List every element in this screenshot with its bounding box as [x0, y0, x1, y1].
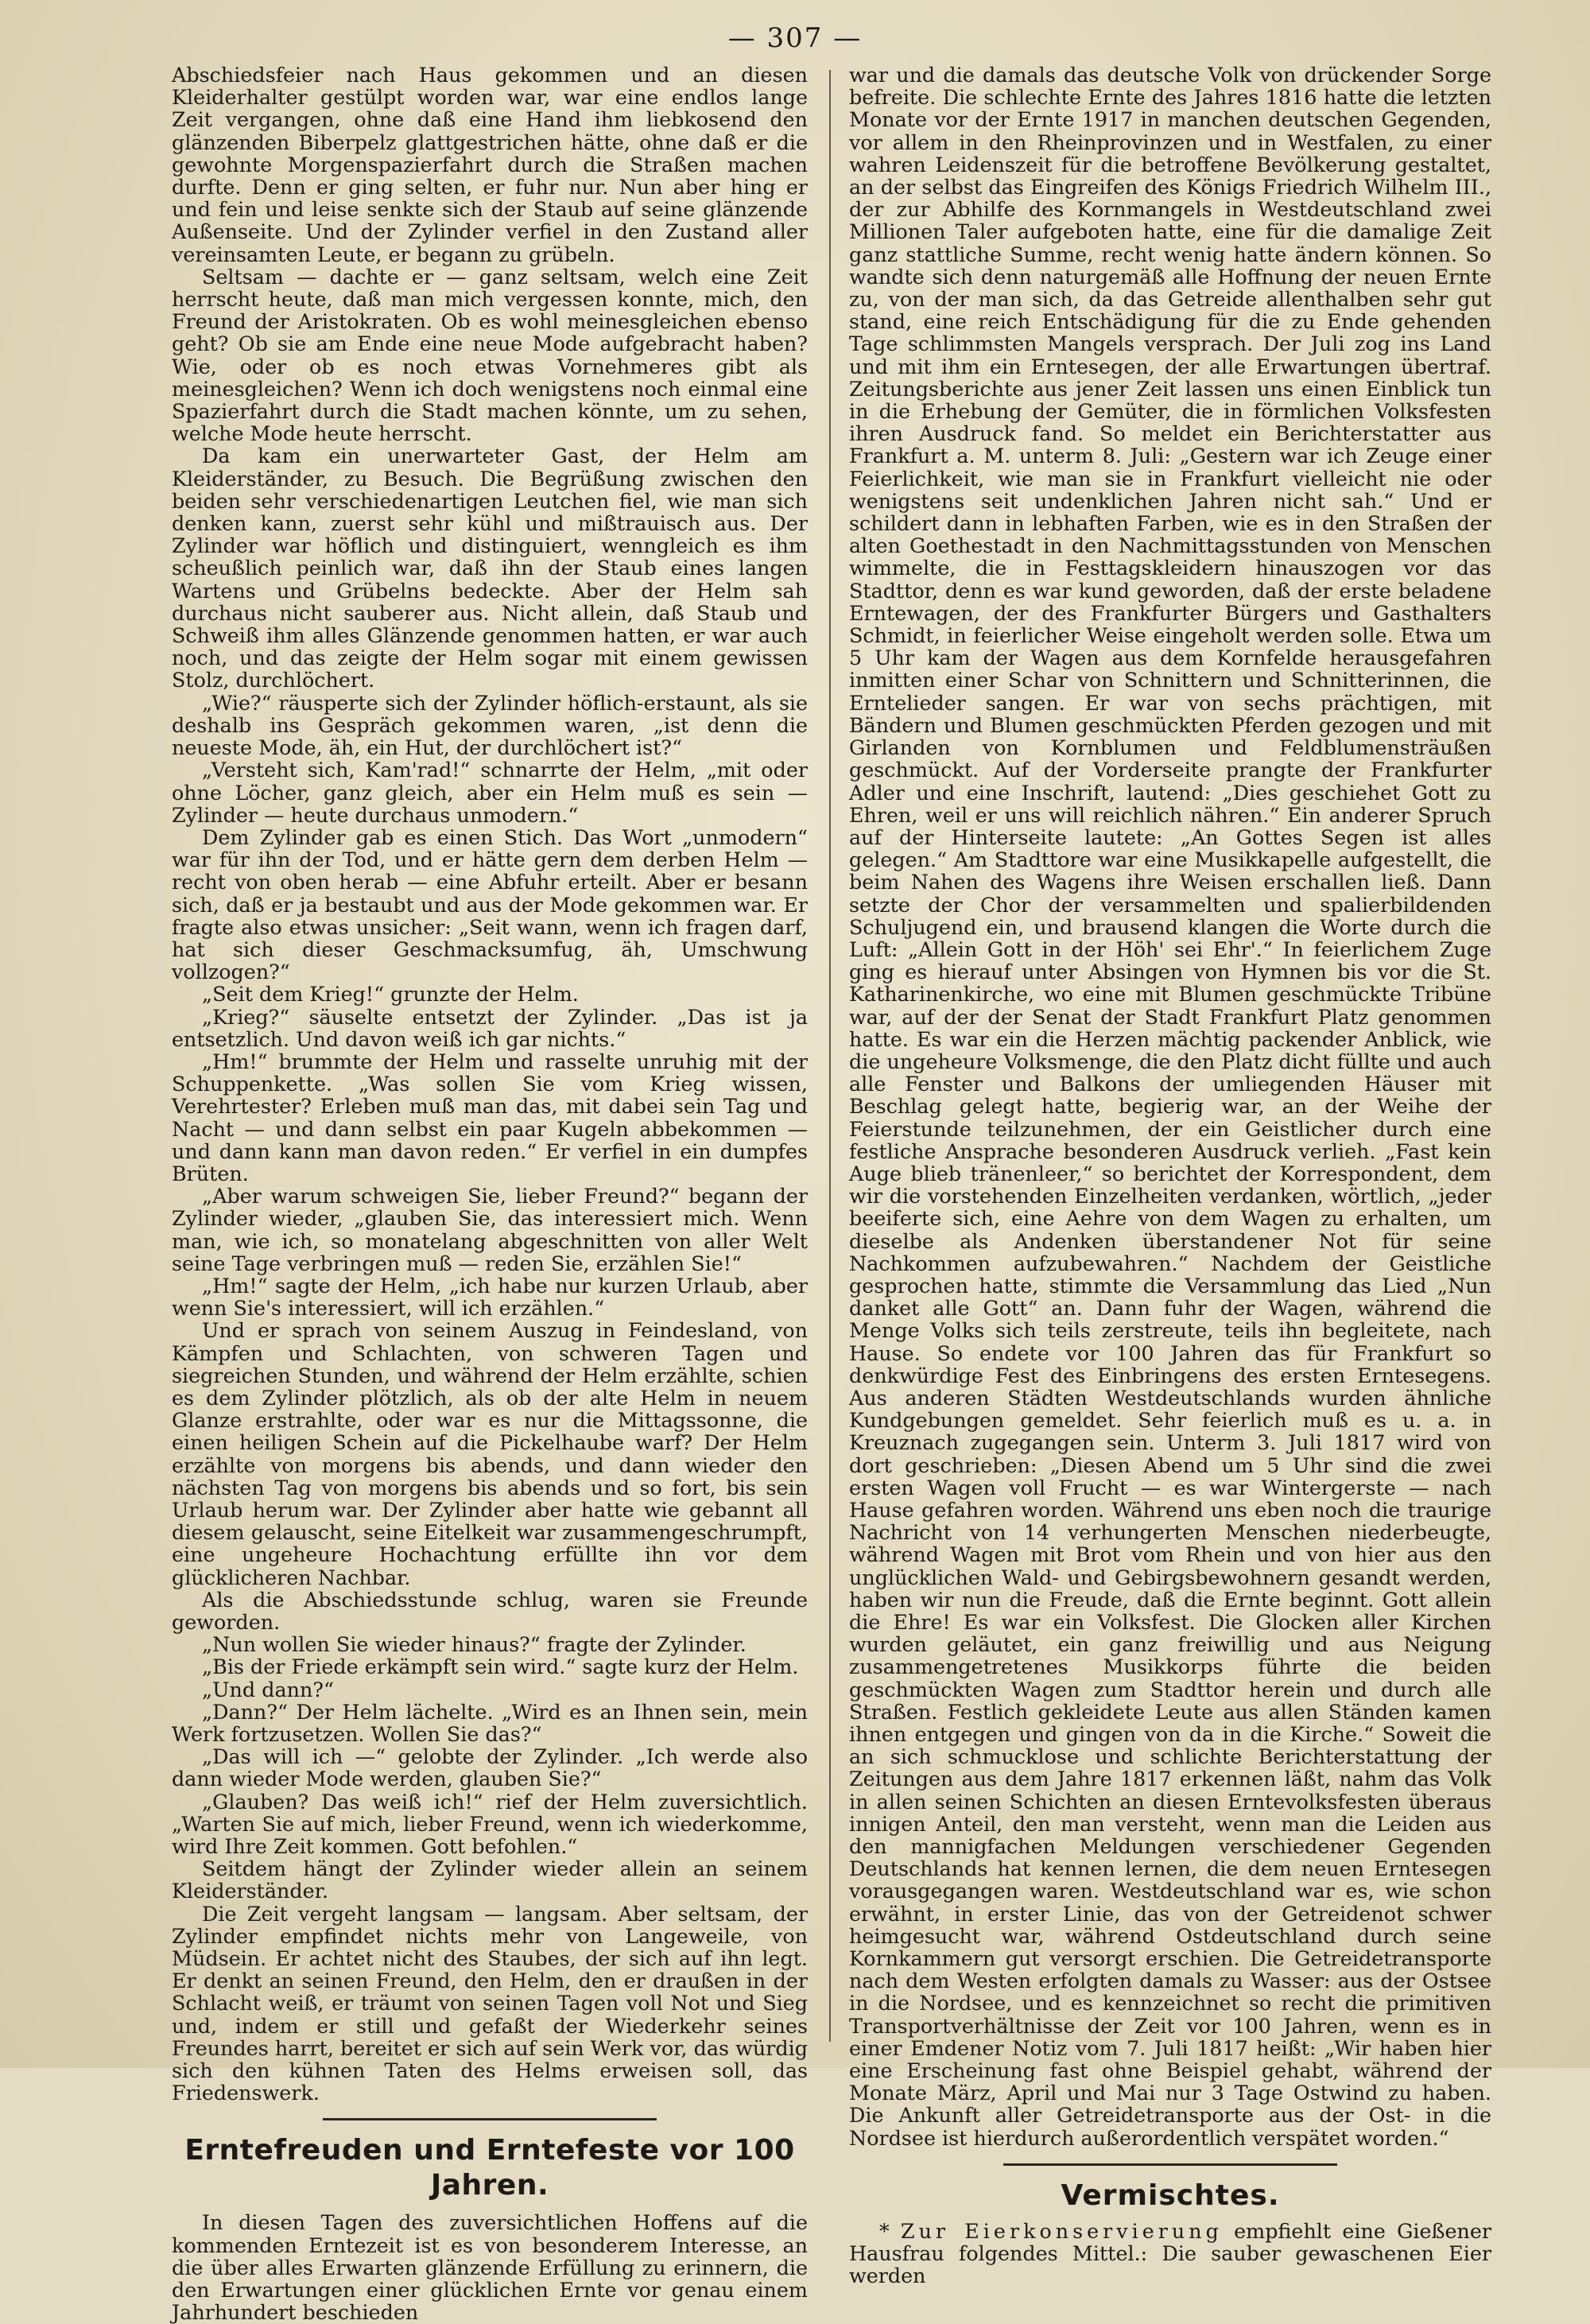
paragraph: Und er sprach von seinem Auszug in Feindesland, von Kämpfen und Schlachten, von schweren Tagen und siegreichen Stunden, und während der Helm erzählte, schien es dem Zylinder plötzlich, als ob der alte Helm in neuem Glanze erstrahlte, oder war es nur die Mittagssonne, die einen heiligen Schein auf die Pickelhaube warf? Der Helm erzählte von morgens bis abends, und dann wieder den nächsten Tag von morgens bis abends und so fort, bis sein Urlaub herum war. Der Zylinder aber hatte wie gebannt all diesem gelauscht, seine Eitelkeit war zusammengeschrumpft, eine ungeheure Hochachtung erfüllte ihn vor dem glücklicheren Nachbar. — [172, 1318, 808, 1589]
paragraph: Da kam ein unerwarteter Gast, der Helm am Kleiderständer, zu Besuch. Die Begrüßung zwischen den beiden sehr verschiedenartigen Leutchen fiel, wie man sich denken kann, zuerst sehr kühl und mißtrauisch aus. Der Zylinder war höflich und distinguiert, wenngleich es ihm scheußlich peinlich war, daß ihn der Staub eines langen Wartens und Grübelns bedeckte. Aber der Helm sah durchaus nicht sauberer aus. Nicht allein, daß Staub und Schweiß ihm alles Glänzende genommen hatten, er war auch noch, und das zeigte der Helm sogar mit einem gewissen Stolz, durchlöchert. — [172, 444, 808, 693]
paragraph: „Das will ich —“ gelobte der Zylinder. „Ich werde also dann wieder Mode werden, glauben Sie?“ — [172, 1744, 808, 1791]
paragraph: Die Zeit vergeht langsam — langsam. Aber seltsam, der Zylinder empfindet nichts mehr von Langeweile, von Müdsein. Er achtet nicht des Staubes, der sich auf ihn legt. Er denkt an seinen Freund, den Helm, den er draußen in der Schlacht weiß, er träumt von seinen Tagen voll Not und Sieg und, indem er still und gefaßt der Wiederkehr seines Freundes harrt, bereitet er sich auf sein Werk vor, das würdig sich den kühnen Taten des Helms erweisen soll, das Friedenswerk. — [172, 1901, 808, 2105]
paragraph: „Wie?“ räusperte sich der Zylinder höflich-erstaunt, als sie deshalb ins Gespräch gekommen waren, „ist denn die neueste Mode, äh, ein Hut, der durchlöchert ist?“ — [172, 690, 808, 760]
paragraph: „Krieg?“ säuselte entsetzt der Zylinder. „Das ist ja entsetzlich. Und davon weiß ich gar nichts.“ — [172, 1004, 808, 1051]
misc-item-text: empfiehlt eine Gießener Hausfrau folgendes Mittel.: Die sauber gewaschenen Eier werden — [849, 2218, 1492, 2288]
misc-item: * Zur Eierkonservierung empfiehlt eine Gießener Hausfrau folgendes Mittel.: Die sauber gewaschenen Eier werden — [849, 2218, 1492, 2288]
paragraph: „Glauben? Das weiß ich!“ rief der Helm zuversichtlich. „Warten Sie auf mich, lieber Freund, wenn ich wiederkomme, wird Ihre Zeit kommen. Gott befohlen.“ — [172, 1789, 808, 1859]
paragraph: „Hm!“ sagte der Helm, „ich habe nur kurzen Urlaub, aber wenn Sie's interessiert, will ich erzählen.“ — [172, 1273, 808, 1321]
page-number: — 307 — — [727, 22, 863, 54]
paragraph: „Und dann?“ — [202, 1677, 334, 1701]
paragraph: Dem Zylinder gab es einen Stich. Das Wort „unmodern“ war für ihn der Tod, und er hätte gern dem derben Helm — recht von oben herab — eine Abfuhr erteilt. Aber er besann sich, daß er ja bestaubt und aus der Mode gekommen war. Er fragte also etwas unsicher: „Seit wann, wenn ich fragen darf, hat sich dieser Geschmacksumfug, äh, Umschwung vollzogen?“ — [172, 824, 808, 984]
paragraph: „Dann?“ Der Helm lächelte. „Wird es an Ihnen sein, mein Werk fortzusetzen. Wollen Sie das?“ — [172, 1699, 808, 1747]
paragraph: „Seit dem Krieg!“ grunzte der Helm. — [202, 982, 579, 1007]
left-column — [172, 63, 808, 2324]
paragraph: „Hm!“ brummte der Helm und rasselte unruhig mit der Schuppenkette. „Was sollen Sie vom Krieg wissen, Verehrtester? Erleben muß man das, mit dabei sein Tag und Nacht — und dann selbst ein paar Kugeln abbekommen — und dann kann man davon reden.“ Er verfiel in ein dumpfes Brüten. — [172, 1049, 808, 1185]
misc-heading: Vermischtes. — [1061, 2179, 1280, 2212]
paragraph: Seitdem hängt der Zylinder wieder allein an seinem Kleiderständer. — [172, 1856, 808, 1903]
paragraph: „Versteht sich, Kam'rad!“ schnarrte der Helm, „mit oder ohne Löcher, ganz gleich, aber ein Helm muß es sein — Zylinder — heute durchaus unmodern.“ — [172, 758, 808, 827]
paragraph: In diesen Tagen des zuversichtlichen Hoffens auf die kommenden Erntezeit ist es von besonderem Interesse, an die über alles Erwarten glänzende Erfüllung zu erinnern, die den Erwartungen einer glücklichen Ernte vor genau einem Jahrhundert beschieden — [172, 2210, 808, 2324]
paragraph: „Aber warum schweigen Sie, lieber Freund?“ begann der Zylinder wieder, „glauben Sie, das interessiert mich. Wenn man, wie ich, so monatelang abgeschnitten von aller Welt seine Tage verbringen muß — reden Sie, erzählen Sie!“ — [172, 1184, 808, 1275]
paragraph: „Nun wollen Sie wieder hinaus?“ fragte der Zylinder. — [202, 1632, 747, 1657]
paragraph: „Bis der Friede erkämpft sein wird.“ sagte kurz der Helm. — [202, 1655, 799, 1679]
paragraph: Seltsam — dachte er — ganz seltsam, welch eine Zeit herrscht heute, daß man mich vergessen konnte, mich, den Freund der Aristokraten. Ob es wohl meinesgleichen ebenso geht? Ob sie am Ende eine neue Mode aufgebracht haben? Wie, oder ob es noch etwas Vornehmeres gibt als meinesgleichen? Wenn ich doch wenigstens noch einmal eine Spazierfahrt durch die Stadt machen könnte, um zu sehen, welche Mode heute herrscht. — [172, 264, 808, 446]
misc-item-title: Zur Eierkonservierung — [900, 2218, 1223, 2243]
section-heading: Erntefreuden und Erntefeste vor 100 Jahren. — [184, 2134, 795, 2202]
section-divider — [323, 2118, 657, 2120]
right-column — [849, 63, 1492, 2288]
paragraph: Als die Abschiedsstunde schlug, waren sie Freunde geworden. — [172, 1587, 808, 1635]
paragraph: war und die damals das deutsche Volk von drückender Sorge befreite. Die schlechte Ernte des Jahres 1816 hatte die letzten Monate vor der Ernte 1917 in manchen deutschen Gegenden, vor allem in den Rheinprovinzen und in Westfalen, zu einer wahren Leidenszeit für die betroffene Bevölkerung gestaltet, an der selbst das Eingreifen des Königs Friedrich Wilhelm III., der zur Abhilfe des Kornmangels in Westdeutschland zwei Millionen Taler aufgeboten hatte, eine für die damalige Zeit ganz stattliche Summe, recht wenig hatte ändern können. So wandte sich denn naturgemäß alle Hoffnung der neuen Ernte zu, von der man sich, da das Getreide allenthalben sehr gut stand, eine reich Entschädigung für die zu Ende gehenden Tage schlimmsten Mangels versprach. Der Juli zog ins Land und mit ihm ein Erntesegen, der alle Erwartungen übertraf. Zeitungsberichte aus jener Zeit lassen uns einen Einblick tun in die Erhebung der Gemüter, die in förmlichen Volksfesten ihren Ausdruck fand. So meldet ein Berichterstatter aus Frankfurt a. M. unterm 8. Juli: „Gestern war ich Zeuge einer Feierlichkeit, wie man sie in Frankfurt vielleicht nie oder wenigstens seit undenklichen Jahren nicht sah.“ Und er schildert dann in lebhaften Farben, wie es in den Straßen der alten Goethestadt in den Nachmittagsstunden von Menschen wimmelte, die in Festtagskleidern hinauszogen vor das Stadttor, denn es war kund geworden, daß der erste beladene Erntewagen, der des Frankfurter Bürgers und Gasthalters Schmidt, in feierlicher Weise eingeholt werden solle. Etwa um 5 Uhr kam der Wagen aus dem Kornfelde herausgefahren inmitten einer Schar von Schnittern und Schnitterinnen, die Erntelieder sangen. Er war von sechs prächtigen, mit Bändern und Blumen geschmückten Pferden gezogen und mit Girlanden von Kornblumen und Feldblumensträußen geschmückt. Auf der Vorderseite prangte der Frankfurter Adler und eine Inschrift, lautend: „Dies geschiehet Gott zu Ehren, weil er uns will reichlich nähren.“ Ein anderer Spruch auf der Hinterseite lautete: „An Gottes Segen ist alles gelegen.“ Am Stadttore war eine Musikkapelle aufgestellt, die beim Nahen des Wagens ihre Weisen erschallen ließ. Dann setzte der Chor der versammelten und spalierbildenden Schuljugend ein, und brausend klangen die Worte durch die Luft: „Allein Gott in der Höh' sei Ehr'.“ In feierlichem Zuge ging es hierauf unter Absingen von Hymnen bis vor die St. Katharinenkirche, wo eine mit Blumen geschmückte Tribüne war, auf der der Senat der Stadt Frankfurt Platz genommen hatte. Es war ein die Herzen mächtig packender Anblick, wie die ungeheure Volksmenge, die den Platz dicht füllte und auch alle Fenster und Balkons der umliegenden Häuser mit Beschlag gelegt hatte, begierig war, an der Weihe der Feierstunde teilzunehmen, der ein Geistlicher durch eine festliche Ansprache besonderen Ausdruck verlieh. „Fast kein Auge blieb tränenleer,“ so berichtet der Korrespondent, dem wir die vorstehenden Einzelheiten verdanken, wörtlich, „jeder beeiferte sich, eine Aehre von dem Wagen zu erhalten, um dieselbe als Andenken überstandener Not für seine Nachkommen aufzubewahren.“ Nachdem der Geistliche gesprochen hatte, stimmte die Versammlung das Lied „Nun danket alle Gott“ an. Dann fuhr der Wagen, während die Menge Volks sich teils zerstreute, teils ihn begleitete, nach Hause. So endete vor 100 Jahren das für Frankfurt so denkwürdige Fest des Einbringens des ersten Erntesegens. Aus anderen Städten Westdeutschlands wurden ähnliche Kundgebungen gemeldet. Sehr feierlich muß es u. a. in Kreuznach zugegangen sein. Unterm 3. Juli 1817 wird von dort geschrieben: „Diesen Abend um 5 Uhr sind die zwei ersten Wagen voll Frucht — es war Wintergerste — nach Hause gefahren worden. Während uns eben noch die traurige Nachricht von 14 verhungerten Menschen niederbeugte, während Wagen mit Brot vom Rhein und von hier aus den unglücklichen Wald- und Gebirgsbewohnern gesandt werden, haben wir nun die Freude, daß die Ernte beginnt. Gott allein die Ehre! Es war ein Volksfest. Die Glocken aller Kirchen wurden geläutet, ein ganz freiwillig und aus Neigung zusammengetretenes Musikkorps führte die beiden geschmückten Wagen zum Stadttor herein und durch alle Straßen. Festlich gekleidete Leute aus allen Ständen kamen ihnen entgegen und gingen von da in die Kirche.“ Soweit die an sich schmucklose und schlichte Berichterstattung der Zeitungen aus dem Jahre 1817 erkennen läßt, nahm das Volk in allen seinen Schichten an diesen Erntevolksfesten überaus innigen Anteil, den man versteht, wenn man die Leiden aus den mannigfachen Meldungen verschiedener Gegenden Deutschlands hat kennen lernen, die dem neuen Erntesegen vorausgegangen waren. Westdeutschland war es, wie schon erwähnt, in erster Linie, das von der Getreidenot schwer heimgesucht war, während Ostdeutschland durch seine Kornkammern gut versorgt erschien. Die Getreidetransporte nach dem Westen erfolgten damals zu Wasser: aus der Ostsee in die Nordsee, und es kennzeichnet so recht die primitiven Transportverhältnisse der Zeit vor 100 Jahren, wenn es in einer Emdener Notiz vom 7. Juli 1817 heißt: „Wir haben hier eine Erscheinung fast ohne Beispiel gehabt, während der Monate März, April und Mai nur 3 Tage Ostwind zu haben. Die Ankunft aller Getreidetransporte aus der Ost- in die Nordsee ist hierdurch außerordentlich verspätet worden.“ — [849, 63, 1491, 2150]
paragraph: Abschiedsfeier nach Haus gekommen und an diesen Kleiderhalter gestülpt worden war, war eine endlos lange Zeit vergangen, ohne daß eine Hand ihm liebkosend den glänzenden Biberpelz glattgestrichen hätte, ohne daß er die gewohnte Morgenspazierfahrt durch die Straßen machen durfte. Denn er ging selten, er fuhr nur. Nun aber hing er und fein und leise senkte sich der Staub auf seine glänzende Außenseite. Und der Zylinder verfiel in den Zustand aller vereinsamten Leute, er begann zu grübeln. — [172, 63, 808, 266]
section-divider — [1003, 2163, 1337, 2166]
column-divider — [829, 70, 831, 2042]
